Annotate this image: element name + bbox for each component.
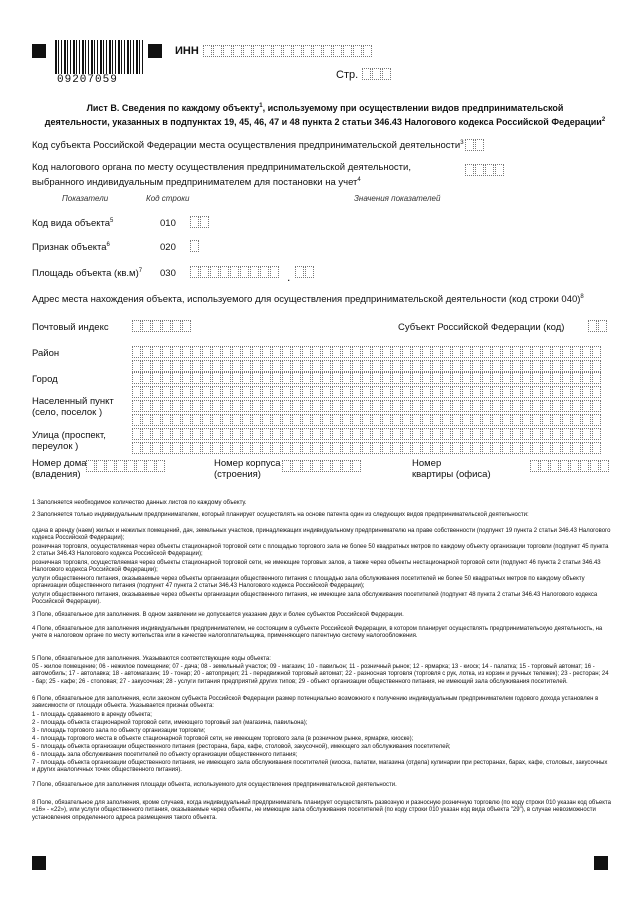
footnote-6-item-1: 1 - площадь сдаваемого в аренду объекта; — [32, 712, 152, 718]
postal-code-label: Почтовый индекс — [32, 322, 109, 333]
object-area-code: 030 — [160, 268, 176, 279]
footnote-8: 8 Поле, обязательное для заполнения, кроме случаев, когда индивидуальный предприниматель планирует осуществлять развозную и разносную розничную торговлю (по коду строки 010 указан код объекта «16» - «22»), или услуги общественного питания, оказываемые через объекты, не имеющие зала обслуживания посетителей (по коду строки 010 указан код вида объекта "29"), в случае невозможности установления определенного адреса размещения такого объекта. — [32, 800, 611, 821]
tax-office-cells[interactable] — [465, 164, 505, 176]
corner-marker-bottom-right — [594, 856, 608, 870]
footnote-4: 4 Поле, обязательное для заполнения индивидуальным предпринимателем, не состоящим в субъекте Российской Федерации, в котором планирует осуществлять предпринимательскую деятельность, на учете в налоговом органе по месту жительства или в качестве налогоплательщика, применяющего патентную систему налогообложения. — [32, 626, 603, 640]
footnote-6-item-6: 6 - площадь зала обслуживания посетителей по объекту организации общественного питания; — [32, 752, 298, 758]
house-cells[interactable] — [86, 460, 166, 472]
street-label: Улица (проспект, переулок ) — [32, 430, 106, 452]
barcode — [55, 40, 145, 74]
subject-cells[interactable] — [588, 320, 608, 332]
object-type-cells[interactable] — [190, 216, 210, 228]
footnote-2-item-5: услуги общественного питания, оказываемые через объекты организации общественного питания, не имеющие зала обслуживания посетителей (подпункт 48 пункта 2 статьи 346.43 Налогового кодекса Российской Федерации). — [32, 592, 598, 606]
corner-marker-top-mid — [148, 44, 162, 58]
footnote-2-item-1: сдача в аренду (наем) жилых и нежилых помещений, дач, земельных участков, принадлежащих индивидуальному предпринимателю на праве собственности (подпункт 19 пункта 2 статьи 346.43 Налогового кодекса Российской Федерации); — [32, 528, 611, 542]
corner-marker-bottom-left — [32, 856, 46, 870]
corner-marker-top-left — [32, 44, 46, 58]
inn-label: ИНН — [175, 45, 199, 57]
sheet-title: Лист В. Сведения по каждому объекту$^1$, используемому при осуществлении видов предпринимательской деятельности, указанных в подпунктах 19, 45, 46, 47 и 48 пункта 2 статьи 346.43 Налогового кодекса Российской Федерации$^2$ — [44, 103, 606, 127]
district-cells-row2[interactable] — [132, 360, 602, 372]
header-line-code: Код строки — [146, 194, 190, 203]
object-type-label: Код вида объекта$^5$ — [32, 218, 114, 230]
object-area-cells[interactable] — [190, 266, 280, 278]
barcode-number: 09207059 — [57, 74, 118, 86]
postal-code-cells[interactable] — [132, 320, 192, 332]
footnote-6-item-7: 7 - площадь объекта организации общественного питания, не имеющего зала обслуживания посетителей (киоска, палатки, магазина (отдела) кулинарии при ресторанах, барах, кафе, столовых, закусочных и других аналогичных точек общественного питания). — [32, 760, 608, 774]
object-area-label: Площадь объекта $(кв.м)^7$ — [32, 268, 143, 280]
building-label: Номер корпуса (строения) — [214, 458, 281, 480]
footnote-1: 1 Заполняется необходимое количество данных листов по каждому объекту. — [32, 500, 247, 506]
region-code-label: Код субъекта Российской Федерации места осуществления предпринимательской деятельности$^3$ — [32, 140, 464, 152]
header-indicators: Показатели — [62, 194, 109, 203]
footnote-5: 5 Поле, обязательное для заполнения. Указываются соответствующие коды объекта: — [32, 656, 271, 662]
inn-cells[interactable] — [203, 45, 373, 57]
object-sign-label: Признак объекта$^6$ — [32, 242, 110, 254]
page-number-cells[interactable] — [362, 68, 392, 80]
object-type-code: 010 — [160, 218, 176, 229]
city-cells-row2[interactable] — [132, 386, 602, 398]
footnote-6-item-3: 3 - площадь торгового зала по объекту организации торговли; — [32, 728, 206, 734]
footnote-7: 7 Поле, обязательное для заполнения площади объекта, используемого для осуществления предпринимательской деятельности. — [32, 782, 397, 788]
city-cells[interactable] — [132, 372, 602, 384]
street-cells[interactable] — [132, 428, 602, 440]
district-label: Район — [32, 348, 60, 359]
house-label: Номер дома (владения) — [32, 458, 87, 480]
footnote-2-item-2: розничная торговля, осуществляемая через объекты стационарной торговой сети с площадью торгового зала не более 50 квадратных метров по каждому объекту организации торговли (подпункт 45 пункта 2 статьи 346.43 Налогового кодекса Российской Федерации); — [32, 544, 609, 558]
footnote-6-item-5: 5 - площадь объекта организации общественного питания (ресторана, бара, кафе, столовой, закусочной), имеющего зал обслуживания посетителей; — [32, 744, 451, 750]
object-sign-code: 020 — [160, 242, 176, 253]
street-cells-row2[interactable] — [132, 442, 602, 454]
region-code-cells[interactable] — [465, 139, 485, 151]
locality-label: Населенный пункт (село, поселок ) — [32, 396, 114, 418]
footnote-3: 3 Поле, обязательное для заполнения. В одном заявлении не допускается указание двух и более субъектов Российской Федерации. — [32, 612, 404, 618]
locality-cells[interactable] — [132, 400, 602, 412]
building-cells[interactable] — [282, 460, 362, 472]
header-values: Значения показателей — [354, 194, 441, 203]
footnote-6: 6 Поле, обязательное для заполнения, если законом субъекта Российской Федерации размер потенциально возможного к получению индивидуальным предпринимателем годового дохода установлен в зависимости от площади объекта. Указывается признак объекта: — [32, 696, 599, 710]
tax-office-label: Код налогового органа по месту осуществления предпринимательской деятельности, выбранного индивидуальным предпринимателем для постановки на учет$^4$ — [32, 162, 411, 189]
footnote-6-item-4: 4 - площадь торгового места в объекте стационарной торговой сети, не имеющем торгового зала (в розничном рынке, ярмарке, киоске); — [32, 736, 414, 742]
decimal-point: . — [287, 270, 291, 284]
object-sign-cells[interactable] — [190, 240, 200, 252]
locality-cells-row2[interactable] — [132, 414, 602, 426]
apartment-cells[interactable] — [530, 460, 610, 472]
subject-label: Субъект Российской Федерации (код) — [398, 322, 565, 333]
object-area-decimal-cells[interactable] — [295, 266, 315, 278]
footnote-6-item-2: 2 - площадь объекта стационарной торговой сети, имеющего торговый зал (магазина, павильона); — [32, 720, 308, 726]
footnote-2-item-4: услуги общественного питания, оказываемые через объекты организации общественного питания с площадью зала обслуживания посетителей не более 50 квадратных метров по каждому объекту организации общественного питания (подпункт 47 пункта 2 статьи 346.43 Налогового кодекса Российской Федерации); — [32, 576, 585, 590]
city-label: Город — [32, 374, 58, 385]
page-label: Стр. — [336, 69, 359, 81]
footnote-2: 2 Заполняется только индивидуальным предпринимателем, который планирует осуществлять на основе патента один из следующих видов предпринимательской деятельности: — [32, 512, 529, 518]
apartment-label: Номер квартиры (офиса) — [412, 458, 491, 480]
address-title: Адрес места нахождения объекта, используемого для осуществления предпринимательской деятельности (код строки 040)$^8$ — [32, 294, 584, 306]
footnote-2-item-3: розничная торговля, осуществляемая через объекты стационарной торговой сети, не имеющие торговых залов, а также через объекты нестационарной торговой сети (подпункт 46 пункта 2 статьи 346.43 Налогового кодекса Российской Федерации); — [32, 560, 601, 574]
footnote-5-codes: 05 - жилое помещение; 06 - нежилое помещение; 07 - дача; 08 - земельный участок; 09 - магазин; 10 - павильон; 11 - розничный рынок; 12 - ярмарка; 13 - киоск; 14 - палатка; 15 - торговый автомат; 16 - автомобиль; 17 - автолавка; 18 - автомагазин; 19 - тонар; 20 - автоприцеп; 21 - передвижной торговый автомат; 22 - разносная торговля (торговля с рук, лотка, из корзин и ручных тележек); 23 - ресторан; 24 - бар; 25 - кафе; 26 - столовая; 27 - закусочная; 28 - услуги питания предприятий других типов; 29 - объект организации общественного питания, не имеющий зала обслуживания посетителей. — [32, 664, 609, 685]
district-cells[interactable] — [132, 346, 602, 358]
